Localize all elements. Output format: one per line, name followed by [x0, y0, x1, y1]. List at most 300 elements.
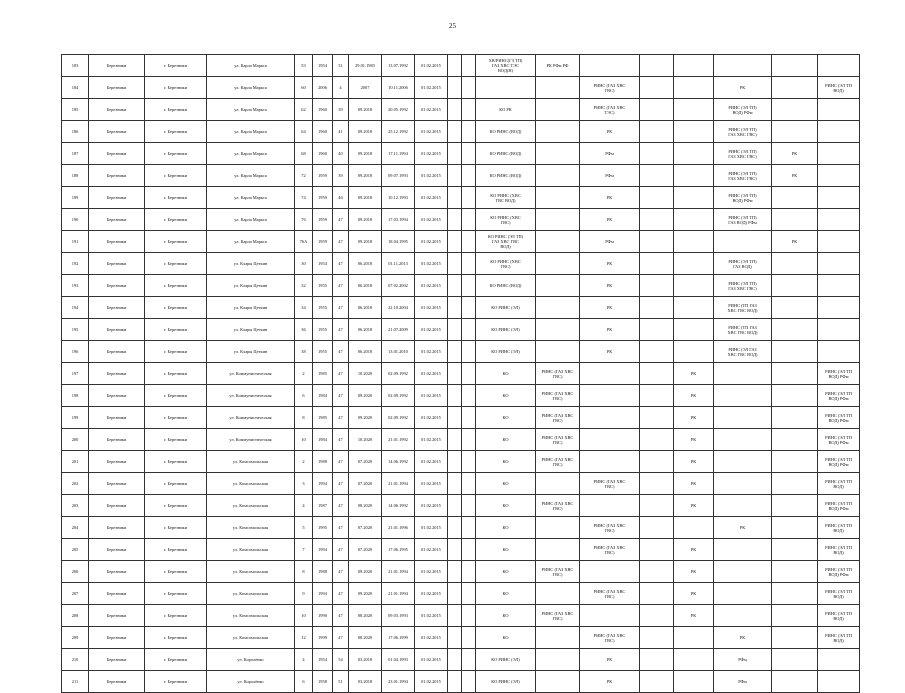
cell-w3 — [476, 77, 536, 99]
cell-w10: РИНС (ЭЛ ТП ВОД) РФм — [818, 385, 860, 407]
cell-house: 2 — [295, 363, 313, 385]
cell-city: г. Березники — [145, 77, 207, 99]
cell-w10 — [818, 319, 860, 341]
cell-pct: 47 — [333, 319, 349, 341]
cell-w7 — [674, 297, 714, 319]
cell-street: ул. Королёнко — [207, 671, 295, 693]
cell-house: 2 — [295, 451, 313, 473]
cell-date2: 17.06.1995 — [382, 539, 415, 561]
cell-year: 1959 — [313, 165, 333, 187]
cell-w8: РИНС (ЭЛ ТП) ГАЗ ВОД) РФм — [714, 209, 772, 231]
cell-w10 — [818, 121, 860, 143]
cell-w5: РИНС (ГАЗ ХВС ГВС) — [580, 473, 640, 495]
cell-w2 — [462, 539, 476, 561]
cell-w6 — [640, 649, 674, 671]
cell-year: 1988 — [313, 561, 333, 583]
cell-w10: РИНС (ЭЛ ТП ВОД) — [818, 517, 860, 539]
cell-w3: КО РИНС (ЭЛ) — [476, 341, 536, 363]
cell-w2 — [462, 627, 476, 649]
cell-w6 — [640, 209, 674, 231]
cell-date3: 01.02.2015 — [415, 77, 448, 99]
cell-w10: РИНС (ЭЛ ТП ВОД) РФм — [818, 363, 860, 385]
cell-w3: КО РК — [476, 99, 536, 121]
cell-w1 — [448, 187, 462, 209]
cell-date3: 01.02.2015 — [415, 473, 448, 495]
cell-house: 36 — [295, 319, 313, 341]
cell-street: ул. Клары Цеткин — [207, 297, 295, 319]
cell-pct: 31 — [333, 55, 349, 77]
cell-n: 202 — [62, 473, 89, 495]
cell-type: Березники — [89, 253, 145, 275]
cell-w10: РИНС (ЭЛ ТП ВОД) РФм — [818, 407, 860, 429]
cell-w8: РФм — [714, 671, 772, 693]
cell-w10 — [818, 649, 860, 671]
cell-w3: КО РИНС (ВОД) — [476, 275, 536, 297]
cell-w8 — [714, 583, 772, 605]
cell-date3: 01.02.2015 — [415, 363, 448, 385]
cell-w6 — [640, 539, 674, 561]
cell-w5: РК — [580, 341, 640, 363]
cell-w1 — [448, 143, 462, 165]
cell-date1: 09.2018 — [349, 209, 382, 231]
cell-date2: 01.11.2013 — [382, 253, 415, 275]
cell-w9 — [772, 187, 818, 209]
cell-type: Березники — [89, 495, 145, 517]
cell-w5 — [580, 605, 640, 627]
cell-w10: РИНС (ЭЛ ТП ВОД) РФм — [818, 429, 860, 451]
cell-w3: КО — [476, 385, 536, 407]
cell-n: 203 — [62, 495, 89, 517]
cell-w5 — [580, 451, 640, 473]
cell-w3: КО РИНС (ХВС ГВС) — [476, 209, 536, 231]
cell-year: 1994 — [313, 583, 333, 605]
cell-n: 209 — [62, 627, 89, 649]
cell-street: ул. Коммунистическая — [207, 429, 295, 451]
cell-w9 — [772, 407, 818, 429]
cell-date1: 09.2018 — [349, 121, 382, 143]
cell-house: 68 — [295, 143, 313, 165]
cell-house: 9 — [295, 583, 313, 605]
cell-w6 — [640, 121, 674, 143]
cell-w1 — [448, 429, 462, 451]
cell-date3: 01.02.2015 — [415, 209, 448, 231]
cell-year: 1955 — [313, 341, 333, 363]
cell-w6 — [640, 319, 674, 341]
cell-w1 — [448, 275, 462, 297]
cell-w8 — [714, 473, 772, 495]
cell-w9: РК — [772, 231, 818, 253]
cell-w7: РК — [674, 561, 714, 583]
cell-pct: 47 — [333, 297, 349, 319]
cell-date2: 02.09.1992 — [382, 407, 415, 429]
cell-w1 — [448, 77, 462, 99]
cell-w5: РИНС (ГАЗ ХВС ГВС) — [580, 517, 640, 539]
cell-w8: РИНС (ЭЛ ТП) ГАЗ ХВС ГВС) — [714, 121, 772, 143]
cell-n: 193 — [62, 275, 89, 297]
cell-n: 211 — [62, 671, 89, 693]
cell-date3: 01.02.2015 — [415, 407, 448, 429]
table-row — [62, 407, 860, 429]
cell-w5 — [580, 363, 640, 385]
cell-date3: 01.02.2015 — [415, 583, 448, 605]
cell-w4 — [536, 121, 580, 143]
cell-date1: 07.2020 — [349, 517, 382, 539]
cell-n: 205 — [62, 539, 89, 561]
cell-w6 — [640, 297, 674, 319]
cell-w1 — [448, 671, 462, 693]
cell-w4: РИНС (ГАЗ ХВС ГВС) — [536, 495, 580, 517]
cell-type: Березники — [89, 99, 145, 121]
cell-date3: 01.02.2015 — [415, 121, 448, 143]
cell-type: Березники — [89, 627, 145, 649]
cell-w3: КО — [476, 495, 536, 517]
cell-w7: РК — [674, 473, 714, 495]
cell-w6 — [640, 187, 674, 209]
cell-street: ул. Карла Маркса — [207, 77, 295, 99]
cell-date1: 09.2020 — [349, 583, 382, 605]
cell-year: 1984 — [313, 429, 333, 451]
cell-w4 — [536, 319, 580, 341]
table-row — [62, 671, 860, 693]
cell-street: ул. Карла Маркса — [207, 143, 295, 165]
cell-date2: 09.07.1993 — [382, 165, 415, 187]
cell-street: ул. Клары Цеткин — [207, 275, 295, 297]
cell-date1: 06.2018 — [349, 341, 382, 363]
cell-pct: 54 — [333, 649, 349, 671]
cell-date1: 06.2018 — [349, 275, 382, 297]
cell-year: 1999 — [313, 627, 333, 649]
cell-date2: 14.06.1992 — [382, 451, 415, 473]
cell-w9 — [772, 385, 818, 407]
table-row — [62, 649, 860, 671]
cell-year: 1959 — [313, 231, 333, 253]
cell-w8 — [714, 451, 772, 473]
cell-house: 7 — [295, 539, 313, 561]
cell-w10 — [818, 253, 860, 275]
cell-w9: РК — [772, 165, 818, 187]
cell-city: г. Березники — [145, 429, 207, 451]
table-row — [62, 121, 860, 143]
cell-w8: РК — [714, 627, 772, 649]
cell-w7 — [674, 275, 714, 297]
cell-house: 30 — [295, 253, 313, 275]
cell-w6 — [640, 385, 674, 407]
cell-pct: 39 — [333, 99, 349, 121]
cell-street: ул. Карла Маркса — [207, 55, 295, 77]
cell-w7: РК — [674, 385, 714, 407]
cell-w3: КО — [476, 627, 536, 649]
cell-date3: 01.02.2015 — [415, 539, 448, 561]
cell-w9 — [772, 253, 818, 275]
cell-city: г. Березники — [145, 165, 207, 187]
cell-w1 — [448, 209, 462, 231]
cell-date1: 2007 — [349, 77, 382, 99]
cell-pct: 47 — [333, 231, 349, 253]
cell-year: 2006 — [313, 77, 333, 99]
cell-w10: РИНС (ЭЛ ТП ВОД) — [818, 77, 860, 99]
table-row — [62, 627, 860, 649]
table-row — [62, 165, 860, 187]
cell-w1 — [448, 99, 462, 121]
cell-w8: РИНС (ЭЛ ТП) ГАЗ ХВС ГВС) — [714, 165, 772, 187]
cell-w4: РИНС (ГАЗ ХВС ГВС) — [536, 429, 580, 451]
cell-date3: 01.02.2015 — [415, 187, 448, 209]
cell-w9 — [772, 121, 818, 143]
cell-w1 — [448, 341, 462, 363]
cell-house: 38 — [295, 341, 313, 363]
cell-pct: 47 — [333, 561, 349, 583]
cell-year: 1985 — [313, 363, 333, 385]
cell-date2: 10.12.1993 — [382, 187, 415, 209]
cell-type: Березники — [89, 143, 145, 165]
cell-w1 — [448, 55, 462, 77]
cell-street: ул. Комсомольская — [207, 539, 295, 561]
cell-date2: 02.09.1992 — [382, 363, 415, 385]
cell-house: 32 — [295, 275, 313, 297]
cell-street: ул. Коммунистическая — [207, 407, 295, 429]
cell-w3: КО РИНС (ВОД) — [476, 143, 536, 165]
cell-w6 — [640, 231, 674, 253]
cell-w4: РИНС (ГАЗ ХВС ГВС) — [536, 363, 580, 385]
cell-w7: РК — [674, 605, 714, 627]
cell-city: г. Березники — [145, 451, 207, 473]
cell-date1: 07.2020 — [349, 539, 382, 561]
cell-w1 — [448, 473, 462, 495]
table-row — [62, 583, 860, 605]
cell-type: Березники — [89, 187, 145, 209]
cell-date1: 03.2018 — [349, 671, 382, 693]
cell-n: 195 — [62, 319, 89, 341]
cell-w6 — [640, 143, 674, 165]
cell-n: 194 — [62, 297, 89, 319]
cell-w8: РИНС (ЭЛ ТП) ГАЗ ВОД) — [714, 253, 772, 275]
table-row — [62, 451, 860, 473]
cell-date1: 09.2020 — [349, 385, 382, 407]
cell-street: ул. Комсомольская — [207, 473, 295, 495]
cell-house: 3 — [295, 473, 313, 495]
cell-city: г. Березники — [145, 143, 207, 165]
cell-pct: 46 — [333, 187, 349, 209]
cell-date1: 09.2018 — [349, 143, 382, 165]
cell-type: Березники — [89, 517, 145, 539]
cell-w2 — [462, 495, 476, 517]
cell-w8 — [714, 429, 772, 451]
cell-w3: КО — [476, 363, 536, 385]
cell-date3: 01.02.2015 — [415, 297, 448, 319]
cell-city: г. Березники — [145, 341, 207, 363]
cell-city: г. Березники — [145, 55, 207, 77]
cell-w3: КО РИНС (ЭЛ ТП) ГАЗ ХВС ГВС ВОД) — [476, 231, 536, 253]
cell-date3: 01.02.2015 — [415, 143, 448, 165]
cell-w3: КО — [476, 429, 536, 451]
cell-w4 — [536, 341, 580, 363]
cell-w6 — [640, 671, 674, 693]
cell-street: ул. Карла Маркса — [207, 99, 295, 121]
cell-w9 — [772, 99, 818, 121]
cell-date3: 01.02.2015 — [415, 429, 448, 451]
cell-w9 — [772, 275, 818, 297]
cell-type: Березники — [89, 121, 145, 143]
cell-date2: 14.06.1992 — [382, 495, 415, 517]
cell-pct: 47 — [333, 517, 349, 539]
cell-pct: 47 — [333, 209, 349, 231]
cell-city: г. Березники — [145, 627, 207, 649]
cell-w8: РИНС (ЭЛ ТП) ВОД) РФм — [714, 99, 772, 121]
cell-w7 — [674, 77, 714, 99]
cell-date3: 01.02.2015 — [415, 231, 448, 253]
cell-n: 210 — [62, 649, 89, 671]
cell-date2: 22.10.2004 — [382, 297, 415, 319]
cell-date3: 01.02.2015 — [415, 165, 448, 187]
cell-year: 1990 — [313, 605, 333, 627]
cell-w10 — [818, 143, 860, 165]
cell-city: г. Березники — [145, 121, 207, 143]
cell-pct: 47 — [333, 363, 349, 385]
table-row — [62, 77, 860, 99]
cell-w4: РИНС (ГАЗ ХВС ГВС) — [536, 605, 580, 627]
cell-w3: КО РИНС (ХВС ГВС) — [476, 253, 536, 275]
cell-w2 — [462, 561, 476, 583]
cell-w4 — [536, 253, 580, 275]
cell-w4 — [536, 231, 580, 253]
cell-date1: 09.2020 — [349, 407, 382, 429]
cell-w4 — [536, 539, 580, 561]
cell-date3: 01.02.2015 — [415, 275, 448, 297]
cell-n: 199 — [62, 407, 89, 429]
cell-w10: РИНС (ЭЛ ТП ВОД) — [818, 473, 860, 495]
cell-pct: 47 — [333, 451, 349, 473]
cell-date2: 25.12.1992 — [382, 121, 415, 143]
cell-w7: РК — [674, 363, 714, 385]
page-number: 25 — [449, 22, 456, 30]
cell-w9 — [772, 605, 818, 627]
cell-type: Березники — [89, 77, 145, 99]
cell-n: 190 — [62, 209, 89, 231]
cell-w8: РФм — [714, 649, 772, 671]
cell-w5: РК — [580, 253, 640, 275]
cell-w2 — [462, 583, 476, 605]
cell-w1 — [448, 627, 462, 649]
cell-w7: РК — [674, 451, 714, 473]
cell-w9 — [772, 363, 818, 385]
cell-w5: РФм — [580, 231, 640, 253]
cell-pct: 47 — [333, 253, 349, 275]
cell-w6 — [640, 451, 674, 473]
cell-date2: 23.01.1994 — [382, 671, 415, 693]
cell-w8: РИНС (ЭЛ ТП) ВОД) РФм — [714, 187, 772, 209]
cell-w8 — [714, 231, 772, 253]
cell-date2: 17.03.1994 — [382, 209, 415, 231]
cell-n: 183 — [62, 55, 89, 77]
cell-date3: 01.02.2015 — [415, 385, 448, 407]
cell-type: Березники — [89, 539, 145, 561]
cell-house: 62 — [295, 99, 313, 121]
cell-pct: 47 — [333, 627, 349, 649]
cell-street: ул. Клары Цеткин — [207, 253, 295, 275]
cell-house: 10 — [295, 429, 313, 451]
cell-street: ул. Комсомольская — [207, 627, 295, 649]
cell-year: 1994 — [313, 539, 333, 561]
cell-w7: РК — [674, 429, 714, 451]
table-row — [62, 539, 860, 561]
cell-w6 — [640, 55, 674, 77]
cell-year: 1960 — [313, 143, 333, 165]
cell-w4 — [536, 297, 580, 319]
cell-w7: РК — [674, 539, 714, 561]
cell-w9 — [772, 473, 818, 495]
cell-n: 206 — [62, 561, 89, 583]
cell-year: 1959 — [313, 187, 333, 209]
cell-pct: 47 — [333, 539, 349, 561]
cell-type: Березники — [89, 385, 145, 407]
cell-w3: КО — [476, 407, 536, 429]
cell-w9 — [772, 55, 818, 77]
cell-w2 — [462, 363, 476, 385]
cell-w4 — [536, 649, 580, 671]
cell-w3: КО РИНС (ЭЛ) — [476, 319, 536, 341]
cell-w3: КО — [476, 539, 536, 561]
cell-w8 — [714, 495, 772, 517]
cell-city: г. Березники — [145, 539, 207, 561]
table-row — [62, 473, 860, 495]
cell-year: 1955 — [313, 297, 333, 319]
cell-street: ул. Клары Цеткин — [207, 319, 295, 341]
cell-w2 — [462, 187, 476, 209]
cell-type: Березники — [89, 583, 145, 605]
cell-w8: РИНС (ЭЛ ГАЗ ХВС ГВС ВОД) — [714, 341, 772, 363]
cell-house: 72 — [295, 165, 313, 187]
cell-w6 — [640, 275, 674, 297]
cell-w2 — [462, 385, 476, 407]
cell-pct: 41 — [333, 121, 349, 143]
cell-w5: РК — [580, 209, 640, 231]
cell-date2: 21.01.1994 — [382, 561, 415, 583]
cell-w10: РИНС (ЭЛ ТП ВОД) — [818, 627, 860, 649]
cell-city: г. Березники — [145, 253, 207, 275]
cell-date2: 21.01.1996 — [382, 517, 415, 539]
cell-date3: 01.02.2015 — [415, 451, 448, 473]
cell-pct: 4 — [333, 77, 349, 99]
cell-w4: РИНС (ГАЗ ХВС ГВС) — [536, 561, 580, 583]
cell-w10: РИНС (ЭЛ ТП ВОД) — [818, 605, 860, 627]
cell-w3: КО — [476, 605, 536, 627]
cell-n: 186 — [62, 121, 89, 143]
cell-w1 — [448, 583, 462, 605]
cell-w8 — [714, 363, 772, 385]
table-row — [62, 517, 860, 539]
cell-n: 184 — [62, 77, 89, 99]
cell-w3: КО РИНС (ХВС ГВС ВОД) — [476, 187, 536, 209]
cell-year: 1959 — [313, 209, 333, 231]
cell-house: 76 — [295, 209, 313, 231]
cell-date3: 01.02.2015 — [415, 99, 448, 121]
cell-w3: КО — [476, 561, 536, 583]
table-row — [62, 429, 860, 451]
table-row — [62, 363, 860, 385]
cell-w10 — [818, 165, 860, 187]
cell-city: г. Березники — [145, 187, 207, 209]
cell-w9 — [772, 341, 818, 363]
cell-house: 8 — [295, 561, 313, 583]
cell-type: Березники — [89, 275, 145, 297]
cell-w7 — [674, 143, 714, 165]
cell-w3: КО — [476, 517, 536, 539]
cell-w2 — [462, 275, 476, 297]
cell-w5: РИНС (ГАЗ ХВС ТЭС) — [580, 99, 640, 121]
cell-w6 — [640, 165, 674, 187]
cell-w5: РИНС (ГАЗ ХВС ГВС) — [580, 77, 640, 99]
cell-type: Березники — [89, 55, 145, 77]
